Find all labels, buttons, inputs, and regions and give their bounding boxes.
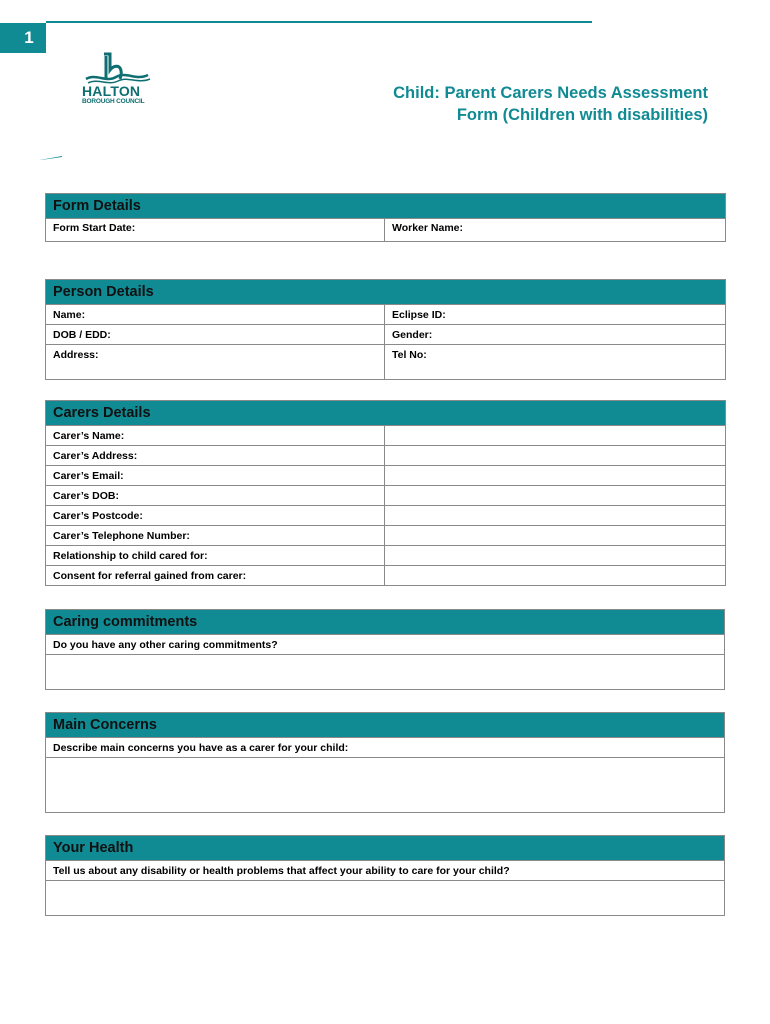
title-line-1: Child: Parent Carers Needs Assessment	[393, 84, 708, 102]
caring-commitments-answer[interactable]	[46, 655, 725, 690]
halton-logo	[82, 52, 154, 108]
carer-row-label: Consent for referral gained from carer:	[46, 566, 385, 586]
relationship-input[interactable]	[385, 546, 726, 566]
worker-name-field[interactable]: Worker Name:	[385, 219, 726, 242]
document-title	[393, 82, 708, 126]
form-details-section	[45, 193, 726, 242]
top-rule	[46, 21, 592, 23]
main-concerns-answer[interactable]	[46, 758, 725, 813]
main-concerns-section	[45, 712, 725, 813]
main-concerns-heading: Main Concerns	[46, 713, 725, 738]
carer-dob-input[interactable]	[385, 486, 726, 506]
carer-row-label: Carer’s Email:	[46, 466, 385, 486]
your-health-question: Tell us about any disability or health problems that affect your ability to care for your child?	[46, 861, 725, 881]
gender-field[interactable]: Gender:	[385, 325, 726, 345]
carers-details-heading: Carers Details	[46, 401, 726, 426]
main-concerns-question: Describe main concerns you have as a carer for your child:	[46, 738, 725, 758]
person-details-section	[45, 279, 726, 380]
your-health-heading: Your Health	[46, 836, 725, 861]
your-health-answer[interactable]	[46, 881, 725, 916]
carer-postcode-input[interactable]	[385, 506, 726, 526]
carer-email-input[interactable]	[385, 466, 726, 486]
person-details-heading: Person Details	[46, 280, 726, 305]
carer-row-label: Carer’s Address:	[46, 446, 385, 466]
carer-name-input[interactable]	[385, 426, 726, 446]
name-field[interactable]: Name:	[46, 305, 385, 325]
address-field[interactable]: Address:	[46, 345, 385, 380]
carer-row-label: Relationship to child cared for:	[46, 546, 385, 566]
eclipse-id-field[interactable]: Eclipse ID:	[385, 305, 726, 325]
carers-details-section	[45, 400, 726, 586]
page-number: 1	[24, 28, 34, 47]
carer-row-label: Carer’s DOB:	[46, 486, 385, 506]
logo-name: HALTON	[82, 83, 141, 99]
carer-address-input[interactable]	[385, 446, 726, 466]
decorative-dash	[40, 155, 62, 161]
carer-row-label: Carer’s Telephone Number:	[46, 526, 385, 546]
consent-input[interactable]	[385, 566, 726, 586]
form-start-date-field[interactable]: Form Start Date:	[46, 219, 385, 242]
caring-commitments-section	[45, 609, 725, 690]
tel-field[interactable]: Tel No:	[385, 345, 726, 380]
carer-telephone-input[interactable]	[385, 526, 726, 546]
halton-logo-icon	[82, 52, 154, 86]
logo-subtitle: BOROUGH COUNCIL	[82, 98, 145, 105]
page-number-badge	[0, 23, 46, 53]
caring-commitments-heading: Caring commitments	[46, 610, 725, 635]
caring-commitments-question: Do you have any other caring commitments?	[46, 635, 725, 655]
carer-row-label: Carer’s Postcode:	[46, 506, 385, 526]
form-details-heading: Form Details	[46, 194, 726, 219]
dob-field[interactable]: DOB / EDD:	[46, 325, 385, 345]
title-line-2: Form (Children with disabilities)	[456, 106, 708, 124]
your-health-section	[45, 835, 725, 916]
carer-row-label: Carer’s Name:	[46, 426, 385, 446]
